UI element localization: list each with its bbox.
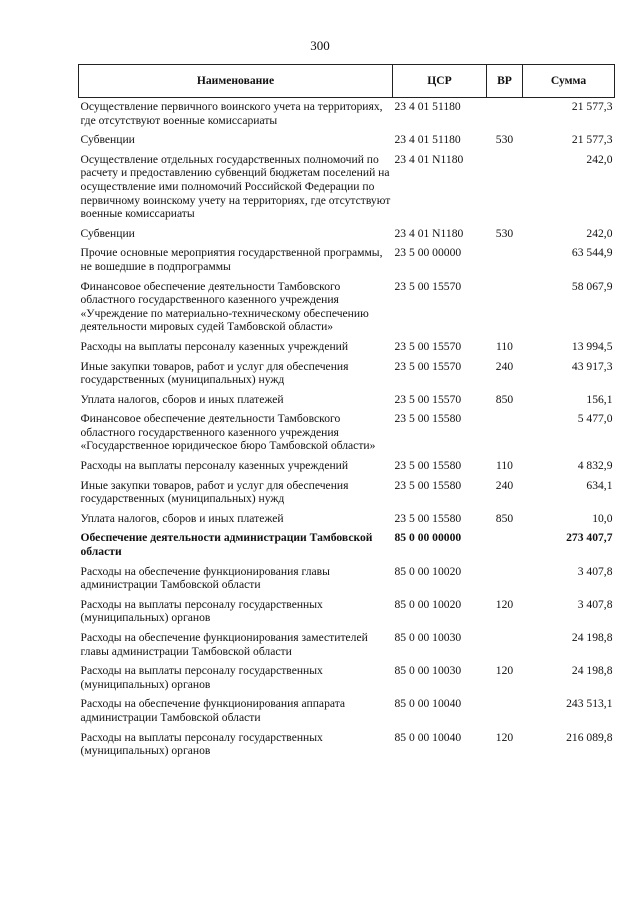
- table-row: [79, 477, 615, 510]
- row-name-cell: Прочие основные мероприятия государственной программы, не вошедшие в подпрограммы: [80, 246, 383, 273]
- row-name-cell: Субвенции: [80, 226, 135, 240]
- table-row: [79, 629, 615, 662]
- row-name-cell: Расходы на выплаты персоналу государственных (муниципальных) органов: [80, 730, 323, 758]
- table-row: [79, 338, 615, 358]
- row-sum-cell: 242,0: [586, 226, 613, 240]
- header-name: Наименование: [79, 65, 393, 98]
- row-sum-cell: 4 832,9: [577, 459, 613, 473]
- row-csr-cell: 85 0 00 10020: [394, 564, 462, 578]
- row-sum-cell: 24 198,8: [571, 631, 613, 644]
- table-body: [79, 98, 615, 762]
- budget-table: [78, 64, 615, 762]
- row-csr-cell: 85 0 00 10040: [394, 697, 462, 711]
- row-sum-cell: 3 407,8: [577, 597, 613, 611]
- row-csr-cell: 23 5 00 15580: [394, 511, 462, 525]
- row-name-cell: Иные закупки товаров, работ и услуг для обеспечения государственных (муниципальных) нужд: [80, 478, 349, 506]
- row-vr-cell: [487, 278, 523, 338]
- header-vr: ВР: [487, 65, 523, 98]
- row-name-cell: Расходы на обеспечение функционирования заместителей главы администрации Тамбовской области: [80, 631, 368, 658]
- row-sum-cell: 156,1: [586, 392, 613, 406]
- table-row: [79, 529, 615, 562]
- row-name-cell: Уплата налогов, сборов и иных платежей: [80, 511, 284, 525]
- row-name-cell: Расходы на выплаты персоналу государственных (муниципальных) органов: [80, 664, 323, 691]
- row-csr-cell: 23 5 00 15580: [394, 478, 462, 492]
- row-name-cell: Иные закупки товаров, работ и услуг для обеспечения государственных (муниципальных) нужд: [80, 359, 349, 387]
- row-vr-cell: 120: [495, 597, 514, 611]
- table-row: [79, 131, 615, 151]
- row-sum-cell: 634,1: [586, 478, 613, 492]
- table-row: [79, 662, 615, 695]
- row-csr-cell: 23 5 00 15580: [394, 412, 462, 426]
- row-name-cell: Осуществление первичного воинского учета на территориях, где отсутствуют военные комиссариаты: [80, 100, 383, 127]
- row-sum-cell: 216 089,8: [566, 730, 613, 744]
- row-sum-cell: 63 544,9: [571, 246, 613, 260]
- table-row: [79, 410, 615, 457]
- row-sum-cell: 243 513,1: [566, 697, 613, 711]
- row-sum-cell: 43 917,3: [571, 359, 613, 373]
- row-vr-cell: [487, 98, 523, 132]
- table-row: [79, 695, 615, 728]
- table-row: [79, 729, 615, 762]
- row-vr-cell: [487, 563, 523, 596]
- row-sum-cell: 242,0: [586, 152, 613, 166]
- row-csr-cell: 23 5 00 15570: [394, 279, 462, 293]
- row-csr-cell: 23 5 00 15570: [394, 359, 462, 373]
- row-csr-cell: 23 4 01 51180: [394, 133, 461, 147]
- row-csr-cell: 85 0 00 00000: [394, 531, 462, 545]
- header-csr: ЦСР: [393, 65, 487, 98]
- table-row: [79, 151, 615, 225]
- row-vr-cell: 110: [496, 339, 513, 353]
- row-sum-cell: 21 577,3: [571, 100, 613, 113]
- row-name-cell: Расходы на выплаты персоналу государственных (муниципальных) органов: [80, 597, 323, 625]
- table-row: [79, 510, 615, 530]
- row-name-cell: Обеспечение деятельности администрации Тамбовской области: [80, 531, 373, 559]
- row-vr-cell: [487, 151, 523, 225]
- table-row: [79, 457, 615, 477]
- row-sum-cell: 10,0: [592, 511, 613, 525]
- row-name-cell: Финансовое обеспечение деятельности Тамбовского областного государственного казенного учреждения «Учреждение по материально-техническому обеспечению деятельности мировых судей Тамбовской области»: [80, 279, 369, 334]
- row-sum-cell: 5 477,0: [577, 412, 613, 426]
- table-header: [79, 65, 615, 98]
- row-sum-cell: 3 407,8: [577, 564, 613, 578]
- table-row: [79, 244, 615, 277]
- row-name-cell: Расходы на выплаты персоналу казенных учреждений: [80, 339, 349, 353]
- row-vr-cell: 530: [495, 226, 514, 240]
- row-csr-cell: 85 0 00 10030: [394, 631, 462, 644]
- row-vr-cell: 120: [495, 664, 514, 678]
- row-sum-cell: 273 407,7: [566, 531, 613, 545]
- row-csr-cell: 85 0 00 10040: [394, 730, 462, 744]
- row-sum-cell: 21 577,3: [571, 133, 613, 147]
- row-vr-cell: [487, 410, 523, 457]
- row-name-cell: Расходы на выплаты персоналу казенных учреждений: [80, 459, 349, 473]
- row-csr-cell: 23 4 01 51180: [394, 100, 461, 113]
- page-number: 300: [310, 38, 330, 53]
- row-vr-cell: 110: [496, 459, 513, 473]
- row-vr-cell: 240: [495, 478, 514, 492]
- row-vr-cell: [487, 244, 523, 277]
- row-csr-cell: 23 4 01 N1180: [394, 226, 464, 240]
- table-row: [79, 563, 615, 596]
- row-name-cell: Расходы на обеспечение функционирования главы администрации Тамбовской области: [80, 564, 330, 592]
- row-vr-cell: 240: [495, 359, 514, 373]
- table-row: [79, 225, 615, 245]
- row-vr-cell: [487, 629, 523, 662]
- row-vr-cell: 530: [495, 133, 514, 147]
- row-vr-cell: [487, 695, 523, 728]
- row-csr-cell: 85 0 00 10030: [394, 664, 462, 678]
- header-sum: Сумма: [523, 65, 615, 98]
- row-sum-cell: 58 067,9: [571, 279, 613, 293]
- row-sum-cell: 24 198,8: [571, 664, 613, 678]
- row-vr-cell: 850: [495, 511, 514, 525]
- row-csr-cell: 23 5 00 15570: [394, 339, 462, 353]
- table-row: [79, 98, 615, 132]
- header-row: [79, 65, 615, 98]
- row-vr-cell: [487, 529, 523, 562]
- table-row: [79, 358, 615, 391]
- table-row: [79, 278, 615, 338]
- row-name-cell: Субвенции: [80, 133, 135, 147]
- row-vr-cell: 850: [495, 392, 514, 406]
- row-vr-cell: 120: [495, 730, 514, 744]
- row-name-cell: Осуществление отдельных государственных полномочий по расчету и предоставлению субвенций бюджетам поселений на осуществление ими полномочий Российской Федерации по первичному воинскому учету на территориях, где отсутствуют военные комиссариаты: [80, 152, 391, 221]
- row-name-cell: Финансовое обеспечение деятельности Тамбовского областного государственного казенного учреждения «Государственное юридическое бюро Тамбовской области»: [80, 412, 376, 453]
- row-csr-cell: 23 5 00 15580: [394, 459, 462, 473]
- row-sum-cell: 13 994,5: [571, 339, 613, 353]
- row-csr-cell: 23 5 00 15570: [394, 392, 462, 406]
- row-csr-cell: 85 0 00 10020: [394, 597, 462, 611]
- row-name-cell: Уплата налогов, сборов и иных платежей: [80, 392, 284, 406]
- table-row: [79, 391, 615, 411]
- table-row: [79, 596, 615, 629]
- row-csr-cell: 23 4 01 N1180: [394, 152, 464, 166]
- row-csr-cell: 23 5 00 00000: [394, 246, 462, 260]
- row-name-cell: Расходы на обеспечение функционирования аппарата администрации Тамбовской области: [80, 697, 346, 724]
